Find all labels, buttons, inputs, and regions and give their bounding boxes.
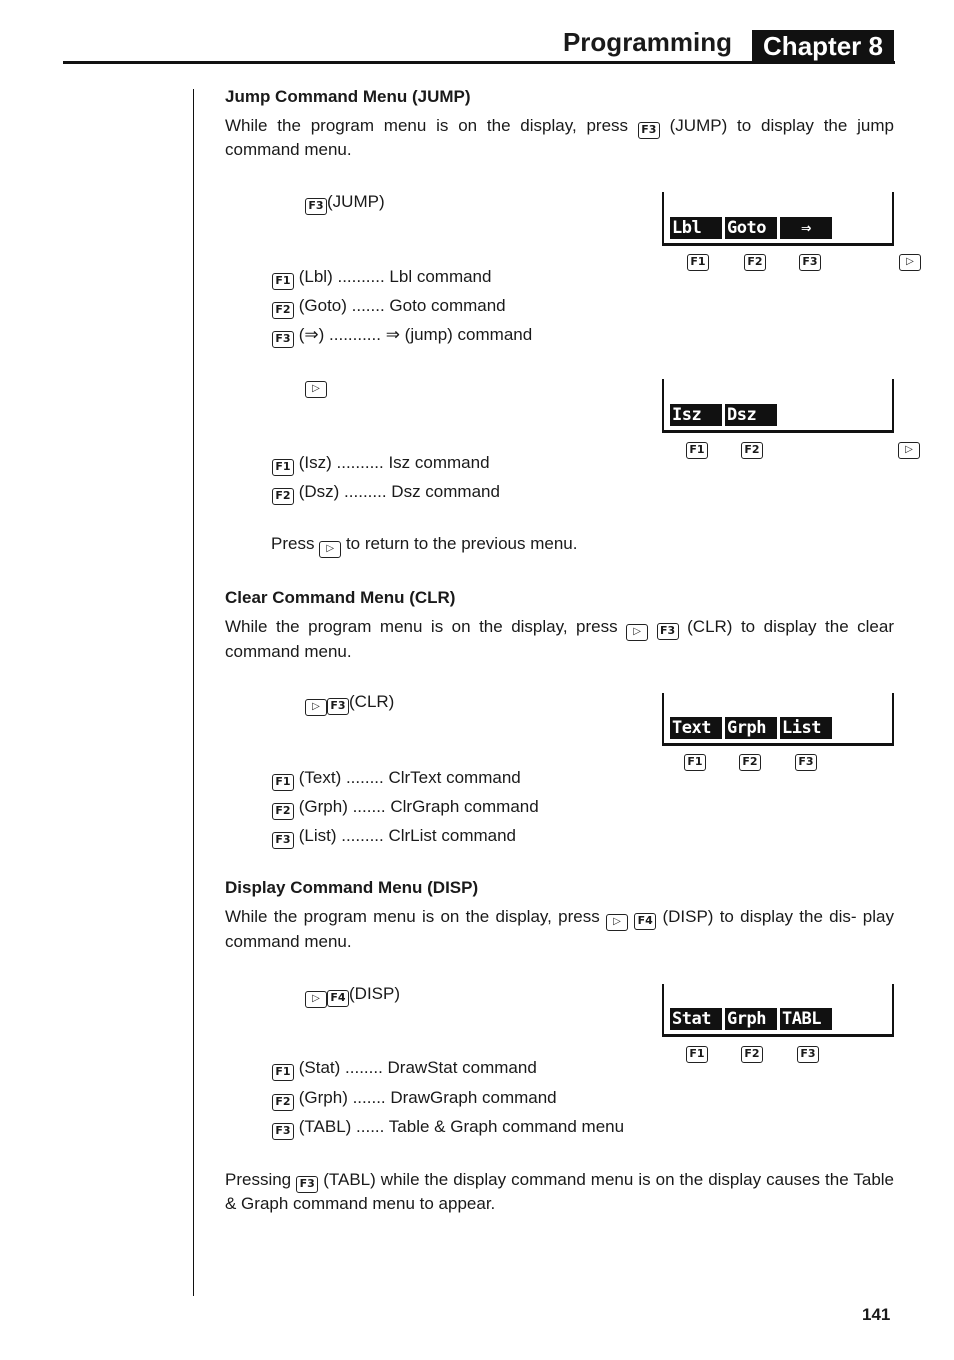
list-item-text: (TABL) ...... Table & Graph command menu	[298, 1117, 625, 1136]
jump-key-label: (JUMP)	[327, 192, 385, 211]
list-item-text: (Dsz) ......... Dsz command	[298, 482, 500, 501]
next-arrow-key-icon: ▷	[319, 541, 341, 558]
list-item	[272, 452, 490, 476]
f1-key-icon: F1	[272, 459, 294, 476]
f2-key-icon: F2	[744, 254, 766, 271]
f4-key-icon: F4	[634, 913, 656, 930]
lcd-tab: ⇒	[780, 217, 832, 239]
header-rule	[63, 61, 895, 64]
lcd-tab: TABL	[780, 1008, 832, 1030]
list-item	[272, 266, 491, 290]
f3-key-icon: F3	[272, 832, 294, 849]
f1-key-icon: F1	[684, 754, 706, 771]
jump-heading: Jump Command Menu (JUMP)	[225, 87, 471, 106]
chapter-title: Programming	[562, 27, 732, 57]
list-item	[272, 767, 521, 791]
display-key-label: (DISP)	[349, 984, 400, 1003]
jump-intro	[225, 115, 894, 161]
lcd-tab: Grph	[725, 1008, 777, 1030]
f1-key-icon: F1	[272, 774, 294, 791]
f1-key-icon: F1	[272, 1064, 294, 1081]
return-note	[271, 533, 577, 558]
lcd-tab: Goto	[725, 217, 777, 239]
f2-key-icon: F2	[741, 442, 763, 459]
f3-key-icon: F3	[305, 198, 327, 215]
calculator-screen-display	[662, 984, 894, 1037]
f3-key-icon: F3	[799, 254, 821, 271]
jump-keystroke	[305, 191, 385, 215]
lcd-tab: Lbl	[670, 217, 722, 239]
f3-key-icon: F3	[327, 698, 349, 715]
calculator-screen-clear	[662, 693, 894, 746]
page-number: 141	[862, 1305, 891, 1324]
display-intro	[225, 906, 894, 953]
list-item	[272, 481, 500, 505]
f2-key-icon: F2	[272, 302, 294, 319]
next-arrow-key-icon: ▷	[899, 254, 921, 271]
f3-key-icon: F3	[657, 623, 679, 640]
next-arrow-key-icon: ▷	[305, 991, 327, 1008]
list-item-text: (⇒) ........... ⇒ (jump) command	[298, 325, 533, 344]
display-heading: Display Command Menu (DISP)	[225, 878, 479, 897]
clear-intro	[225, 616, 894, 663]
lcd-tab: Stat	[670, 1008, 722, 1030]
f4-key-icon: F4	[327, 990, 349, 1007]
next-arrow-key-icon: ▷	[606, 914, 628, 931]
return-post: to return to the previous menu.	[345, 534, 578, 553]
lcd-tab: Text	[670, 717, 722, 739]
list-item	[272, 1116, 624, 1140]
list-item-text: (Isz) .......... Isz command	[298, 453, 490, 472]
display-note	[225, 1169, 894, 1215]
display-intro-post: (DISP) to display the dis- play command menu.	[225, 907, 894, 951]
clear-intro-post: (CLR) to display the clear command menu.	[225, 617, 894, 661]
jump-intro-post: (JUMP) to display the jump command menu.	[225, 116, 894, 159]
list-item-text: (Stat) ........ DrawStat command	[298, 1058, 537, 1077]
list-item	[272, 825, 516, 849]
f2-key-icon: F2	[272, 1094, 294, 1111]
lcd-tab: List	[780, 717, 832, 739]
f3-key-icon: F3	[272, 1123, 294, 1140]
calculator-screen-jump-2	[662, 379, 894, 433]
list-item-text: (List) ......... ClrList command	[298, 826, 516, 845]
lcd-tab: Isz	[670, 404, 722, 426]
lcd-tab: Dsz	[725, 404, 777, 426]
clear-intro-pre: While the program menu is on the display, press	[225, 617, 618, 636]
f3-key-icon: F3	[795, 754, 817, 771]
list-item-text: (Grph) ....... ClrGraph command	[298, 797, 539, 816]
clear-heading: Clear Command Menu (CLR)	[225, 588, 456, 607]
f3-key-icon: F3	[638, 122, 660, 139]
f2-key-icon: F2	[739, 754, 761, 771]
f1-key-icon: F1	[687, 254, 709, 271]
next-arrow-key-icon: ▷	[305, 381, 327, 398]
return-pre: Press	[271, 534, 315, 553]
f3-key-icon: F3	[296, 1176, 318, 1193]
next-arrow-key-icon: ▷	[626, 624, 648, 641]
calculator-screen-jump	[662, 192, 894, 246]
f2-key-icon: F2	[741, 1046, 763, 1063]
margin-rule	[193, 89, 194, 1296]
chapter-badge: Chapter 8	[752, 30, 894, 63]
f1-key-icon: F1	[272, 273, 294, 290]
list-item	[272, 1087, 557, 1111]
f3-key-icon: F3	[272, 331, 294, 348]
list-item-text: (Lbl) .......... Lbl command	[298, 267, 492, 286]
next-arrow-key-icon: ▷	[898, 442, 920, 459]
list-item-text: (Goto) ....... Goto command	[298, 296, 506, 315]
list-item	[272, 796, 539, 820]
clear-key-label: (CLR)	[349, 692, 395, 711]
list-item-text: (Grph) ....... DrawGraph command	[298, 1088, 557, 1107]
jump-intro-pre: While the program menu is on the display, press	[225, 116, 629, 135]
list-item	[272, 295, 506, 319]
clear-keystroke	[305, 691, 394, 716]
f3-key-icon: F3	[797, 1046, 819, 1063]
display-keystroke	[305, 983, 400, 1008]
f2-key-icon: F2	[272, 488, 294, 505]
next-arrow-key-icon: ▷	[305, 699, 327, 716]
list-item	[272, 324, 532, 348]
lcd-tab: Grph	[725, 717, 777, 739]
list-item	[272, 1057, 537, 1081]
list-item-text: (Text) ........ ClrText command	[298, 768, 521, 787]
display-note-pre: Pressing	[225, 1170, 292, 1189]
f2-key-icon: F2	[272, 803, 294, 820]
f1-key-icon: F1	[686, 442, 708, 459]
display-note-post: (TABL) while the display command menu is on the display causes the Table & Graph command menu to appear.	[225, 1170, 895, 1213]
display-intro-pre: While the program menu is on the display, press	[225, 907, 600, 926]
f1-key-icon: F1	[686, 1046, 708, 1063]
